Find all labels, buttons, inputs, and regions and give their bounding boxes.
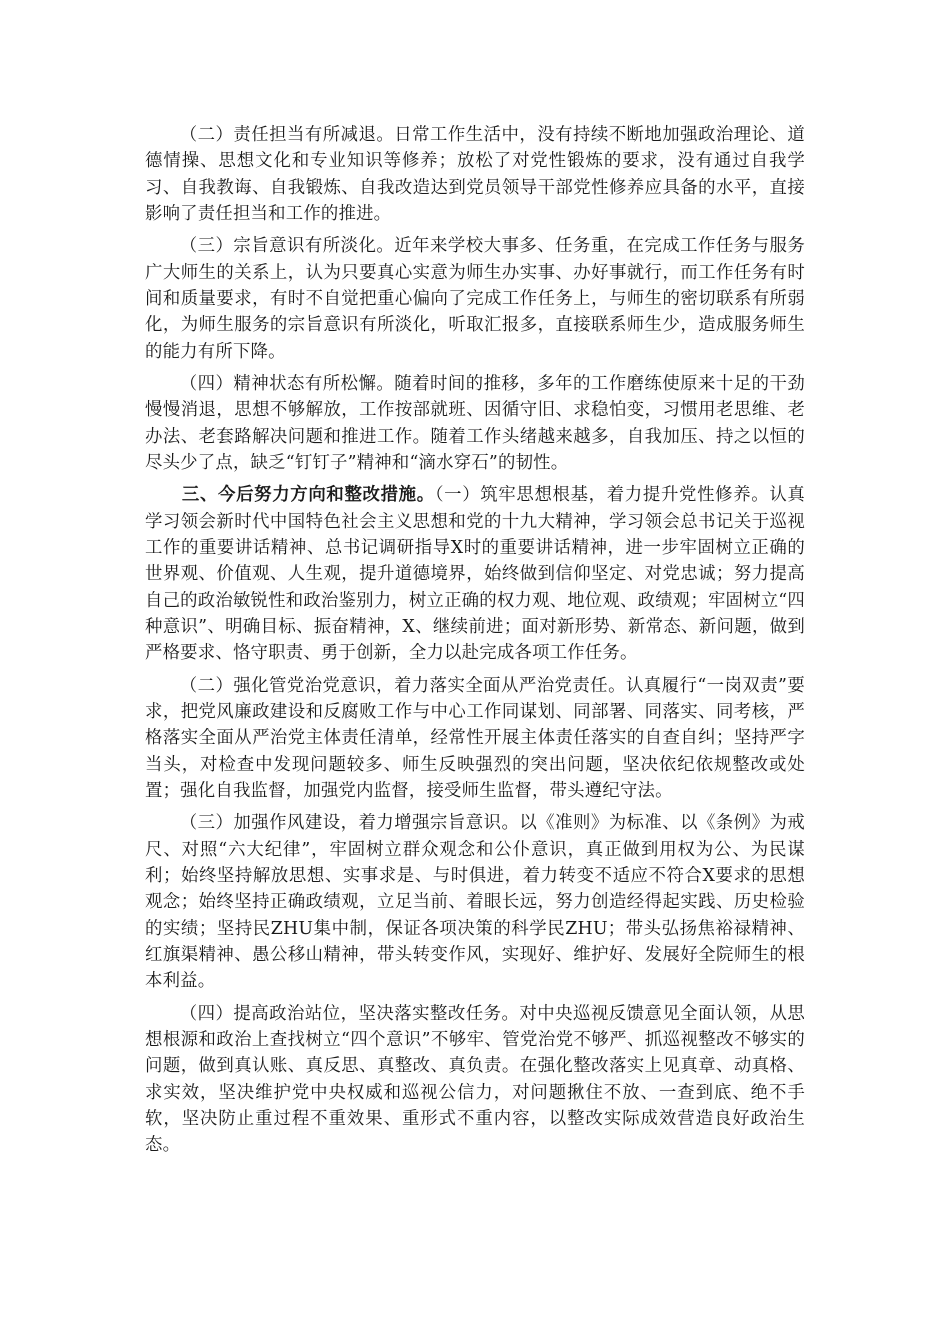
paragraph-party-governance [145,673,805,804]
paragraph-rectification [145,1001,805,1159]
paragraph-purpose-awareness [145,233,805,364]
paragraph-responsibility [145,122,805,227]
paragraph-text: （二）强化管党治党意识，着力落实全面从严治党责任。认真履行“一岗双责”要求，把党风廉政建设和反腐败工作与中心工作同谋划、同部署、同落实、同考核，严格落实全面从严治党主体责任清单，经常性开展主体责任落实的自查自纠；坚持严字当头，对检查中发现问题较多、师生反映强烈的突出问题，坚决依纪依规整改或处置；强化自我监督，加强党内监督，接受师生监督，带头遵纪守法。 [145,675,805,801]
paragraph-text: （三）加强作风建设，着力增强宗旨意识。以《准则》为标准、以《条例》为戒尺、对照“六大纪律”，牢固树立群众观念和公仆意识，真正做到用权为公、为民谋利；始终坚持解放思想、实事求是、与时俱进，着力转变不适应不符合X要求的思想观念；始终坚持正确政绩观，立足当前、着眼长远，努力创造经得起实践、历史检验的实绩；坚持民ZHU集中制，保证各项决策的科学民ZHU；带头弘扬焦裕禄精神、红旗渠精神、愚公移山精神，带头转变作风，实现好、维护好、发展好全院师生的根本利益。 [145,813,805,992]
paragraph-text: （四）精神状态有所松懈。随着时间的推移，多年的工作磨练使原来十足的干劲慢慢消退，思想不够解放，工作按部就班、因循守旧、求稳怕变，习惯用老思维、老办法、老套路解决问题和推进工作。随着工作头绪越来越多，自我加压、持之以恒的尽头少了点，缺乏“钉钉子”精神和“滴水穿石”的韧性。 [145,374,805,473]
paragraph-text: （三）宗旨意识有所淡化。近年来学校大事多、任务重，在完成工作任务与服务广大师生的关系上，认为只要真心实意为师生办实事、办好事就行，而工作任务有时间和质量要求，有时不自觉把重心偏向了完成工作任务上，与师生的密切联系有所弱化，为师生服务的宗旨意识有所淡化，听取汇报多，直接联系师生少，造成服务师生的能力有所下降。 [145,236,805,362]
paragraph-section-three [145,482,805,666]
paragraph-text: （四）提高政治站位，坚决落实整改任务。对中央巡视反馈意见全面认领，从思想根源和政治上查找树立“四个意识”不够牢、管党治党不够严、抓巡视整改不够实的问题，做到真认账、真反思、真整改、真负责。在强化整改落实上见真章、动真格、求实效，坚决维护党中央权威和巡视公信力，对问题揪住不放、一查到底、绝不手软，坚决防止重过程不重效果、重形式不重内容，以整改实际成效营造良好政治生态。 [145,1003,805,1156]
paragraph-work-style [145,810,805,994]
paragraph-spirit-state [145,371,805,476]
paragraph-text: （二）责任担当有所减退。日常工作生活中，没有持续不断地加强政治理论、道德情操、思想文化和专业知识等修养；放松了对党性锻炼的要求，没有通过自我学习、自我教诲、自我锻炼、自我改造达到党员领导干部党性修养应具备的水平，直接影响了责任担当和工作的推进。 [145,125,805,224]
section-heading: 三、今后努力方向和整改措施。 [181,485,435,506]
document-page [145,122,805,1165]
paragraph-text: （一）筑牢思想根基，着力提升党性修养。认真学习领会新时代中国特色社会主义思想和党的十九大精神，学习领会总书记关于巡视工作的重要讲话精神、总书记调研指导X时的重要讲话精神，进一步牢固树立正确的世界观、价值观、人生观，提升道德境界，始终做到信仰坚定、对党忠诚；努力提高自己的政治敏锐性和政治鉴别力，树立正确的权力观、地位观、政绩观；牢固树立“四种意识”、明确目标、振奋精神，X、继续前进；面对新形势、新常态、新问题，做到严格要求、恪守职责、勇于创新，全力以赴完成各项工作任务。 [145,485,805,664]
